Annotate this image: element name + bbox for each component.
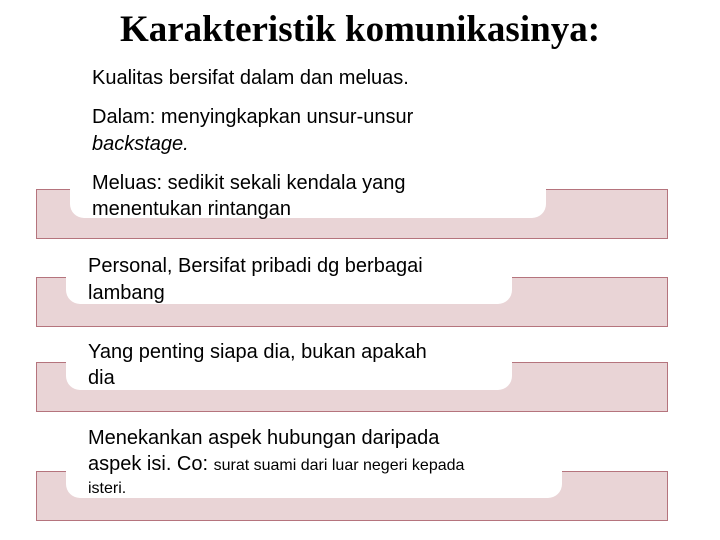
bullet-meluas: Meluas: sedikit sekali kendala yang xyxy=(92,172,406,194)
bullet-dalam-cont xyxy=(92,132,189,156)
bullet-hubungan-cont xyxy=(88,452,464,478)
bullet-siapa: Yang penting siapa dia, bukan apakah xyxy=(88,341,427,363)
backstage-italic: backstage. xyxy=(92,133,189,155)
bullet-meluas-cont: menentukan rintangan xyxy=(92,198,292,220)
bullet-personal: Personal, Bersifat pribadi dg berbagai xyxy=(88,255,423,277)
bullet-hubungan-end: isteri. xyxy=(88,480,127,497)
bullet-quality: Kualitas bersifat dalam dan meluas. xyxy=(92,67,409,89)
bullet-siapa-cont: dia xyxy=(88,367,115,389)
slide-title: Karakteristik komunikasinya: xyxy=(119,9,601,50)
bullet-hubungan: Menekankan aspek hubungan daripada xyxy=(88,427,440,449)
bullet-personal-cont: lambang xyxy=(88,282,165,304)
bullet-dalam: Dalam: menyingkapkan unsur-unsur xyxy=(92,106,414,128)
contoh-text: surat suami dari luar negeri kepada xyxy=(213,457,465,474)
aspek-isi-text: aspek isi. Co: xyxy=(88,453,214,475)
